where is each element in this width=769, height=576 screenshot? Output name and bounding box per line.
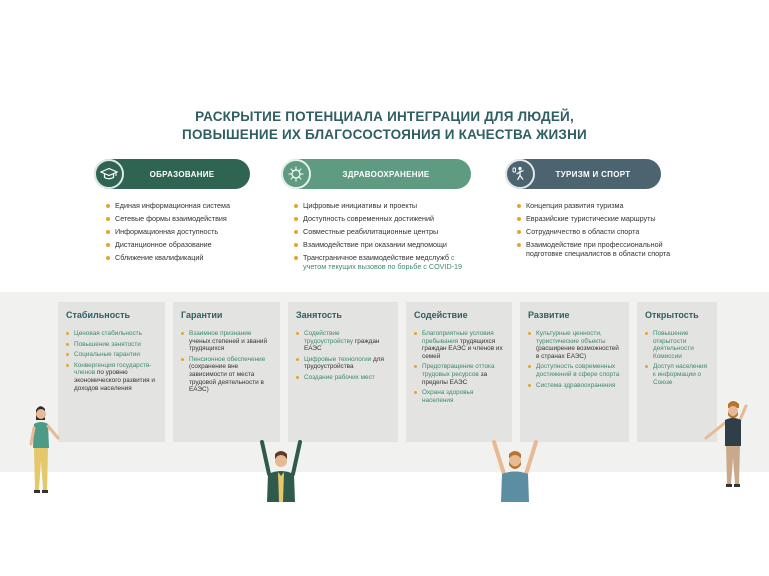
category-education-pill: [94, 159, 250, 189]
list-item: Цифровые инициативы и проекты: [293, 201, 463, 210]
card-item-text: (расширение возможностей в странах ЕАЭС): [536, 345, 619, 360]
card-item: [528, 330, 621, 360]
card-item: [181, 356, 272, 394]
woman-figure-illustration: [26, 404, 60, 500]
category-health-label: ЗДРАВООХРАНЕНИЕ: [342, 169, 430, 179]
list-item: Дистанционное образование: [105, 240, 255, 249]
card-title: Открытость: [645, 310, 699, 320]
title-line-1: РАСКРЫТИЕ ПОТЕНЦИАЛА ИНТЕГРАЦИИ ДЛЯ ЛЮДЕЙ,: [195, 109, 574, 124]
list-item: Совместные реабилитационные центры: [293, 227, 463, 236]
list-item: Концепция развития туризма: [516, 201, 676, 210]
card-title: Содействие: [414, 310, 468, 320]
health-list: [293, 201, 463, 275]
card-item: Система здравоохранения: [528, 382, 621, 390]
card-item-highlight: Цифровые технологии: [304, 355, 372, 363]
card-item-highlight: Пенсионное обеспечение: [189, 355, 266, 363]
waving-man-figure-illustration: [702, 398, 750, 494]
card-item: Доступ населения к информации о Союзе: [645, 363, 709, 386]
card-title: Гарантии: [181, 310, 223, 320]
card-item: Создание рабочих мест: [296, 374, 390, 382]
card-assistance: [406, 302, 512, 442]
category-health-pill: [281, 159, 471, 189]
card-guarantees: [173, 302, 280, 442]
card-item-highlight: Конвергенция государств-членов: [74, 361, 152, 377]
card-item: Доступность современных достижений в сфере спорта: [528, 363, 621, 378]
list-item: Евразийские туристические маршруты: [516, 214, 676, 223]
card-item-highlight: Благоприятные условия пребывания: [422, 330, 494, 345]
card-item: Социальные гарантии: [66, 351, 157, 359]
card-item-highlight: Содействие трудоустройству: [304, 330, 354, 345]
card-item-highlight: Взаимное признание: [189, 330, 252, 337]
virus-icon: [281, 159, 311, 189]
title-line-2: ПОВЫШЕНИЕ ИХ БЛАГОСОСТОЯНИЯ И КАЧЕСТВА ЖИЗНИ: [182, 127, 587, 142]
list-item: Единая информационная система: [105, 201, 255, 210]
card-item-text: за пределы ЕАЭС: [422, 370, 488, 386]
page-title: [0, 108, 769, 144]
card-item: Охрана здоровья населения: [414, 389, 504, 404]
list-item: Сотрудничество в области спорта: [516, 227, 676, 236]
card-development: [520, 302, 629, 442]
list-item: Доступность современных достижений: [293, 214, 463, 223]
card-item: Ценовая стабильность: [66, 330, 157, 338]
category-tourism-pill: [505, 159, 661, 189]
card-title: Занятость: [296, 310, 342, 320]
card-item-text: (сохранение вне зависимости от места трудовой деятельности в ЕАЭС): [189, 363, 264, 394]
list-item: Взаимодействие при профессиональной подготовке специалистов в области спорта: [516, 240, 676, 258]
category-tourism-label: ТУРИЗМ И СПОРТ: [555, 169, 631, 179]
list-item-highlight: с учетом текущих вызовов по борьбе с COVID-19: [303, 253, 463, 271]
education-list: [105, 201, 255, 266]
card-item-text: граждан ЕАЭС: [304, 337, 380, 353]
graduation-cap-icon: [94, 159, 124, 189]
card-item: [296, 330, 390, 353]
list-item: Сетевые формы взаимодействия: [105, 214, 255, 223]
card-item-text: трудящихся граждан ЕАЭС и членов их семей: [422, 337, 503, 360]
tourism-list: [516, 201, 676, 262]
man-figure-illustration: [256, 440, 306, 502]
card-item-text: по уровню экономического развития и доходов населения: [74, 369, 155, 392]
list-item: Взаимодействие при оказании медпомощи: [293, 240, 463, 249]
list-item: [293, 253, 463, 271]
bearded-man-figure-illustration: [488, 440, 542, 502]
card-stability: [58, 302, 165, 442]
card-item: [66, 362, 157, 392]
card-item: Повышение открытости деятельности Комиссии: [645, 330, 709, 360]
card-item-highlight: Предотвращение оттока трудовых ресурсов: [422, 363, 495, 378]
card-title: Стабильность: [66, 310, 131, 320]
card-item-text: ученых степеней и званий трудящихся: [189, 337, 268, 353]
card-item: [296, 356, 390, 371]
sport-icon: [505, 159, 535, 189]
category-education-label: ОБРАЗОВАНИЕ: [149, 169, 215, 179]
card-item: [414, 363, 504, 386]
card-item: Повышение занятости: [66, 341, 157, 349]
card-employment: [288, 302, 398, 442]
card-item: [181, 330, 272, 353]
card-item-highlight: Культурные ценности, туристические объекты: [536, 330, 606, 345]
list-item: Сближение квалификаций: [105, 253, 255, 262]
card-title: Развитие: [528, 310, 570, 320]
card-item-text: для трудоустройства: [304, 355, 384, 371]
list-item-text: Трансграничное взаимодействие медслужб: [303, 253, 452, 262]
list-item: Информационная доступность: [105, 227, 255, 236]
card-item: [414, 330, 504, 360]
